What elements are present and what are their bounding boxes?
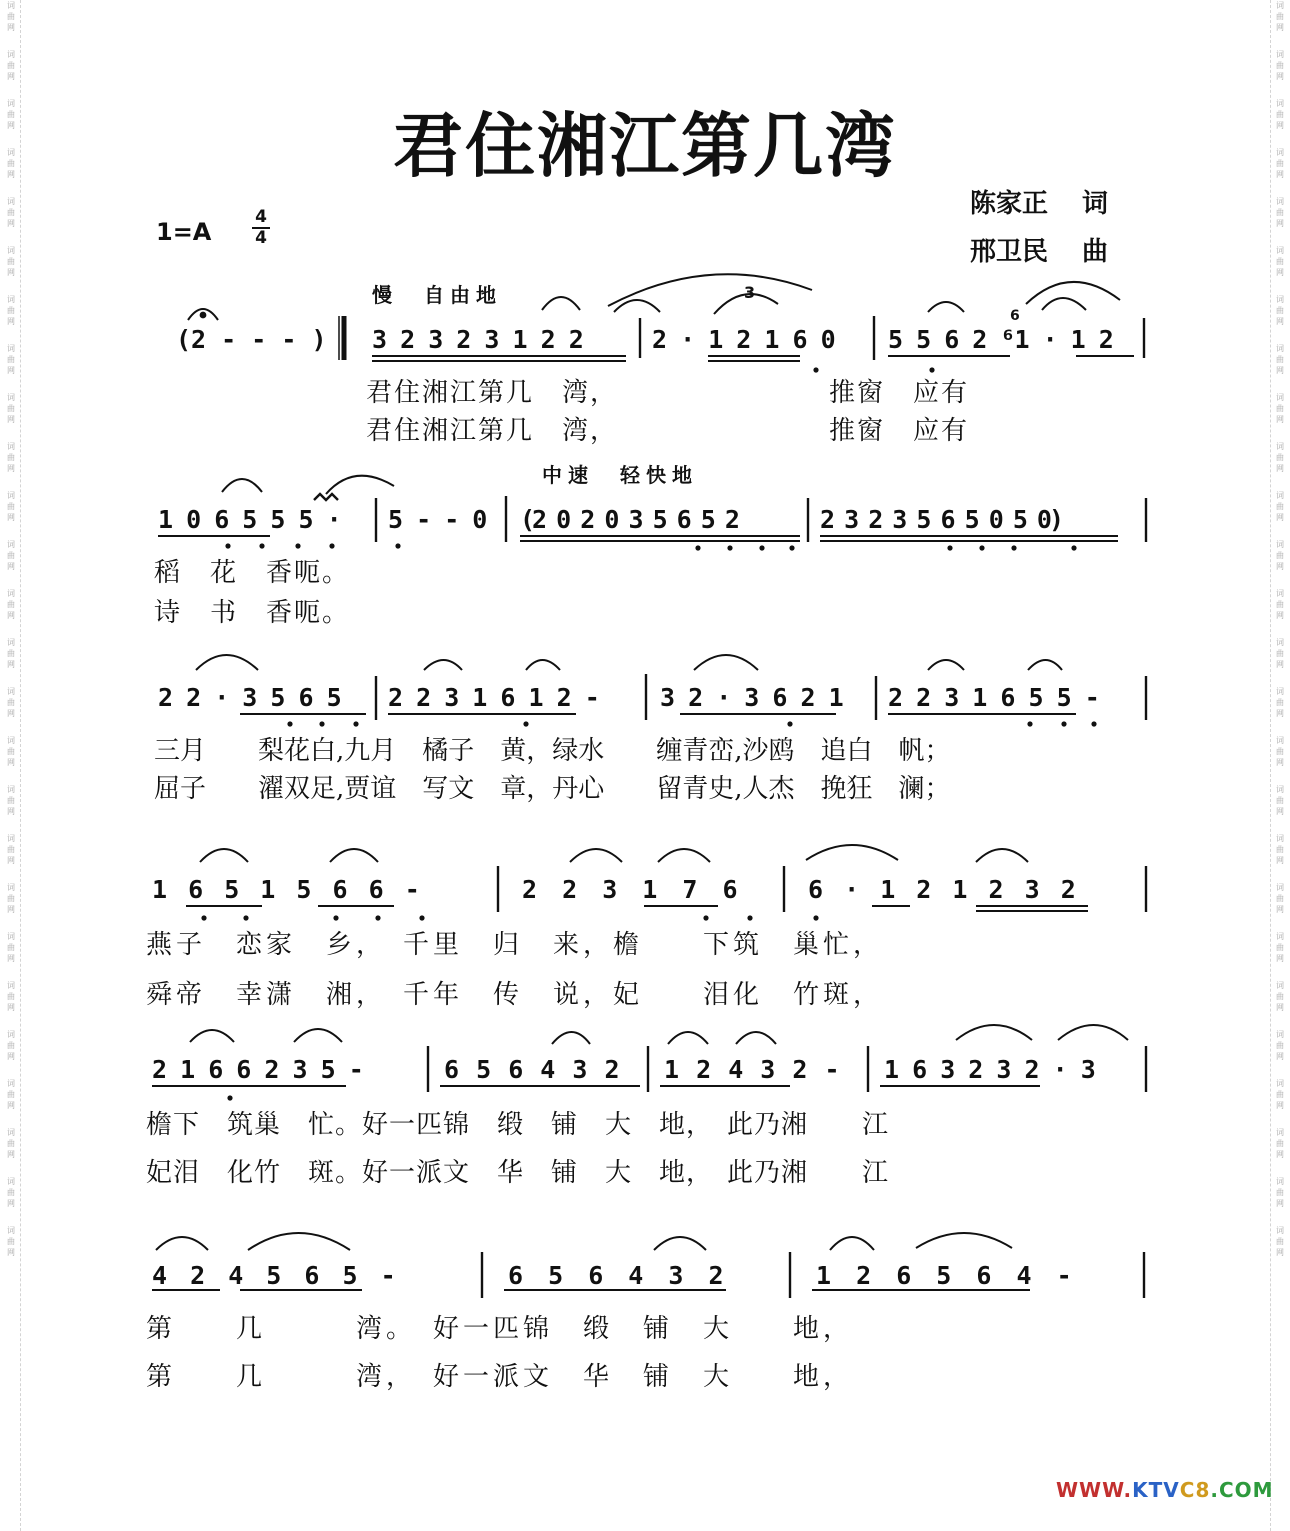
watermark-char: 网 xyxy=(1276,219,1284,228)
watermark-char: 网 xyxy=(1276,121,1284,130)
watermark-char: 网 xyxy=(7,611,15,620)
lyric-line: 舜帝 幸潇 湘， 千年 传 说，妃 泪化 竹斑， xyxy=(146,980,884,1010)
lyric-line: 君住湘江第几 湾， 推窗 应有 xyxy=(366,416,970,446)
watermark-char: 词 xyxy=(1276,638,1284,647)
measure: 6 5 6 4 3 2 xyxy=(444,1055,620,1084)
watermark-char: 曲 xyxy=(7,600,15,609)
watermark-char: 词 xyxy=(1276,99,1284,108)
watermark-char: 词 xyxy=(7,687,15,696)
watermark-char: 曲 xyxy=(1276,159,1284,168)
watermark-char: 网 xyxy=(1276,954,1284,963)
watermark-char: 词 xyxy=(1276,442,1284,451)
watermark-char: 网 xyxy=(7,513,15,522)
measure: 6 5 6 4 3 2 xyxy=(508,1261,724,1290)
watermark-char: 曲 xyxy=(7,1237,15,1246)
key-signature: 1=A xyxy=(156,218,212,246)
watermark-char: 词 xyxy=(7,1128,15,1137)
measure: 2 2 · 3 5 6 5 xyxy=(158,683,341,712)
watermark-char: 网 xyxy=(7,660,15,669)
watermark-char: 曲 xyxy=(7,257,15,266)
watermark-char: 词 xyxy=(7,491,15,500)
watermark-char: 曲 xyxy=(1276,845,1284,854)
watermark-char: 网 xyxy=(1276,758,1284,767)
watermark-char: 词 xyxy=(7,785,15,794)
watermark-char: 词 xyxy=(7,246,15,255)
watermark-char: 网 xyxy=(7,317,15,326)
watermark-char: 网 xyxy=(1276,415,1284,424)
watermark-char: 曲 xyxy=(7,1090,15,1099)
lyric-line: 稻 花 香呃。 xyxy=(154,558,351,588)
watermark-char: 网 xyxy=(7,856,15,865)
watermark-char: 词 xyxy=(1276,1128,1284,1137)
measure: (2 0 2 0 3 5 6 5 2 xyxy=(520,505,737,534)
watermark-char: 网 xyxy=(7,807,15,816)
watermark-char: 词 xyxy=(7,589,15,598)
lyric-line: 君住湘江第几 湾， 推窗 应有 xyxy=(366,378,970,408)
svg-text:6: 6 xyxy=(1010,308,1020,324)
measure: 2 · 1 2 1 6 0 xyxy=(652,325,835,354)
watermark-char: 曲 xyxy=(7,306,15,315)
watermark-char: 网 xyxy=(1276,1199,1284,1208)
watermark-char: 曲 xyxy=(7,845,15,854)
watermark-char: 网 xyxy=(7,562,15,571)
watermark-char: 词 xyxy=(7,50,15,59)
watermark-char: 词 xyxy=(1276,834,1284,843)
watermark-char: 曲 xyxy=(7,1139,15,1148)
measure: 1 0 6 5 5 5 · xyxy=(158,505,341,534)
lyric-line: 妃泪 化竹 斑。好一派文 华 铺 大 地， 此乃湘 江 xyxy=(146,1158,890,1188)
lyricist-name: 陈家正 xyxy=(970,189,1049,219)
watermark-char: 曲 xyxy=(1276,404,1284,413)
watermark-char: 曲 xyxy=(1276,649,1284,658)
watermark-char: 网 xyxy=(1276,72,1284,81)
watermark-char: 网 xyxy=(1276,1003,1284,1012)
watermark-char: 曲 xyxy=(1276,306,1284,315)
watermark-char: 曲 xyxy=(1276,698,1284,707)
measure: 2 2 3 1 6 1 2 - xyxy=(388,683,599,712)
watermark-char: 曲 xyxy=(1276,1237,1284,1246)
watermark-char: 网 xyxy=(7,219,15,228)
composer-role: 曲 xyxy=(1082,237,1109,267)
watermark-char: 曲 xyxy=(7,796,15,805)
measure: 1 2 6 5 6 4 - xyxy=(816,1261,1072,1290)
watermark-char: 词 xyxy=(1276,932,1284,941)
site-logo xyxy=(1056,1478,1274,1502)
watermark-char: 词 xyxy=(1276,295,1284,304)
watermark-char: 曲 xyxy=(7,992,15,1001)
watermark-char: 网 xyxy=(7,758,15,767)
measure: 3 2 3 2 3 1 2 2 xyxy=(372,325,583,354)
watermark-char: 曲 xyxy=(7,355,15,364)
watermark-char: 词 xyxy=(1276,540,1284,549)
watermark-char: 词 xyxy=(1276,344,1284,353)
watermark-char: 曲 xyxy=(7,208,15,217)
watermark-char: 词 xyxy=(7,1079,15,1088)
tempo-marking-moderate: 中速 轻快地 xyxy=(542,463,698,487)
watermark-char: 词 xyxy=(1276,785,1284,794)
watermark-char: 网 xyxy=(1276,562,1284,571)
watermark-char: 词 xyxy=(7,834,15,843)
watermark-char: 词 xyxy=(7,736,15,745)
lyric-line: 燕子 恋家 乡， 千里 归 来，檐 下筑 巢忙， xyxy=(146,930,884,960)
watermark-char: 词 xyxy=(1276,246,1284,255)
watermark-char: 曲 xyxy=(7,12,15,21)
watermark-char: 词 xyxy=(7,393,15,402)
measure: 6 · 1 2 1 2 3 2 xyxy=(808,875,1076,904)
watermark-char: 词 xyxy=(1276,1226,1284,1235)
watermark-char: 网 xyxy=(7,464,15,473)
watermark-char: 词 xyxy=(1276,1177,1284,1186)
watermark-char: 网 xyxy=(1276,1101,1284,1110)
watermark-char: 词 xyxy=(7,197,15,206)
watermark-char: 网 xyxy=(7,1052,15,1061)
watermark-char: 曲 xyxy=(7,1041,15,1050)
lyricist-role: 词 xyxy=(1082,189,1109,219)
watermark-char: 曲 xyxy=(1276,208,1284,217)
watermark-char: 网 xyxy=(7,1101,15,1110)
watermark-char: 曲 xyxy=(1276,1041,1284,1050)
watermark-char: 词 xyxy=(7,1,15,10)
site-logo-com: .COM xyxy=(1210,1478,1274,1502)
lyric-line: 第 几 湾， 好一派文 华 铺 大 地， xyxy=(146,1362,854,1392)
tempo-marking-slow: 慢 自由地 xyxy=(372,283,502,307)
watermark-char: 曲 xyxy=(7,502,15,511)
watermark-char: 词 xyxy=(1276,148,1284,157)
watermark-char: 网 xyxy=(1276,709,1284,718)
watermark-char: 词 xyxy=(1276,50,1284,59)
watermark-char: 词 xyxy=(7,1226,15,1235)
measure-intro: (2 - - - ) xyxy=(176,325,327,354)
watermark-char: 网 xyxy=(7,72,15,81)
watermark-char: 曲 xyxy=(7,551,15,560)
watermark-char: 网 xyxy=(1276,905,1284,914)
watermark-char: 网 xyxy=(7,905,15,914)
measure: 4 2 4 5 6 5 - xyxy=(152,1261,396,1290)
measure: 2 2 3 1 6 5 5 - xyxy=(888,683,1099,712)
watermark-char: 网 xyxy=(7,415,15,424)
watermark-char: 词 xyxy=(7,99,15,108)
watermark-char: 词 xyxy=(1276,883,1284,892)
lyric-line: 第 几 湾。 好一匹锦 缎 铺 大 地， xyxy=(146,1314,854,1344)
watermark-char: 词 xyxy=(7,981,15,990)
watermark-char: 网 xyxy=(1276,464,1284,473)
lyric-line: 诗 书 香呃。 xyxy=(154,598,351,628)
site-logo-c8: C8 xyxy=(1179,1478,1211,1502)
watermark-char: 网 xyxy=(7,366,15,375)
watermark-char: 曲 xyxy=(7,453,15,462)
watermark-char: 词 xyxy=(7,442,15,451)
watermark-char: 网 xyxy=(1276,660,1284,669)
watermark-char: 词 xyxy=(7,344,15,353)
svg-text:3: 3 xyxy=(744,283,756,302)
measure: 2 2 3 1 7 6 xyxy=(522,875,738,904)
watermark-char: 词 xyxy=(7,148,15,157)
watermark-char: 词 xyxy=(1276,491,1284,500)
watermark-char: 曲 xyxy=(1276,943,1284,952)
watermark-char: 曲 xyxy=(7,110,15,119)
watermark-char: 网 xyxy=(7,954,15,963)
watermark-char: 曲 xyxy=(1276,796,1284,805)
watermark-char: 网 xyxy=(1276,317,1284,326)
watermark-char: 曲 xyxy=(1276,61,1284,70)
watermark-char: 曲 xyxy=(1276,551,1284,560)
watermark-char: 曲 xyxy=(7,747,15,756)
measure: 1 2 4 3 2 - xyxy=(664,1055,840,1084)
watermark-char: 网 xyxy=(7,709,15,718)
watermark-char: 网 xyxy=(1276,1150,1284,1159)
watermark-char: 网 xyxy=(7,1003,15,1012)
measure: 1 6 3 2 3 2 · 3 xyxy=(884,1055,1095,1084)
watermark-char: 词 xyxy=(1276,1030,1284,1039)
watermark-char: 词 xyxy=(1276,981,1284,990)
watermark-char: 词 xyxy=(1276,393,1284,402)
watermark-char: 网 xyxy=(1276,513,1284,522)
watermark-char: 曲 xyxy=(7,61,15,70)
watermark-char: 词 xyxy=(7,1177,15,1186)
watermark-char: 曲 xyxy=(7,404,15,413)
watermark-char: 网 xyxy=(1276,366,1284,375)
watermark-char: 词 xyxy=(7,295,15,304)
watermark-char: 曲 xyxy=(7,1188,15,1197)
watermark-char: 词 xyxy=(1276,589,1284,598)
watermark-char: 曲 xyxy=(1276,453,1284,462)
measure: 2 3 2 3 5 6 5 0 5 0) xyxy=(820,505,1062,534)
watermark-char: 曲 xyxy=(7,943,15,952)
lyric-line: 屈子 濯双足,贾谊 写文 章，丹心 留青史,人杰 挽狂 澜； xyxy=(154,774,951,804)
watermark-char: 网 xyxy=(7,23,15,32)
watermark-char: 网 xyxy=(7,1199,15,1208)
watermark-char: 曲 xyxy=(1276,747,1284,756)
watermark-char: 网 xyxy=(7,1150,15,1159)
watermark-char: 曲 xyxy=(1276,1090,1284,1099)
watermark-char: 词 xyxy=(1276,736,1284,745)
lyric-line: 檐下 筑巢 忙。好一匹锦 缎 铺 大 地， 此乃湘 江 xyxy=(146,1110,890,1140)
watermark-char: 词 xyxy=(1276,197,1284,206)
watermark-char: 词 xyxy=(7,1030,15,1039)
measure: 5 - - 0 xyxy=(388,505,487,534)
site-logo-www: WWW. xyxy=(1056,1478,1133,1502)
watermark-char: 网 xyxy=(1276,268,1284,277)
watermark-char: 网 xyxy=(1276,1052,1284,1061)
watermark-char: 曲 xyxy=(1276,257,1284,266)
watermark-char: 词 xyxy=(1276,1079,1284,1088)
time-signature-bottom: 4 xyxy=(255,228,267,248)
watermark-char: 网 xyxy=(1276,1248,1284,1257)
watermark-char: 网 xyxy=(7,1248,15,1257)
composer-name: 邢卫民 xyxy=(970,237,1049,267)
watermark-char: 曲 xyxy=(1276,1188,1284,1197)
watermark-char: 词 xyxy=(7,932,15,941)
measure: 1 6 5 1 5 6 6 - xyxy=(152,875,420,904)
watermark-char: 曲 xyxy=(1276,1139,1284,1148)
measure: 3 2 · 3 6 2 1 xyxy=(660,683,843,712)
watermark-char: 曲 xyxy=(1276,502,1284,511)
watermark-char: 网 xyxy=(1276,170,1284,179)
watermark-char: 曲 xyxy=(1276,894,1284,903)
watermark-char: 词 xyxy=(7,638,15,647)
watermark-char: 网 xyxy=(1276,856,1284,865)
lyric-line: 三月 梨花白,九月 橘子 黄，绿水 缠青峦,沙鸥 追白 帆； xyxy=(154,736,951,766)
watermark-char: 网 xyxy=(1276,807,1284,816)
watermark-char: 曲 xyxy=(7,698,15,707)
watermark-char: 曲 xyxy=(7,894,15,903)
watermark-char: 网 xyxy=(7,170,15,179)
watermark-char: 曲 xyxy=(1276,12,1284,21)
measure: 2 1 6 6 2 3 5 - xyxy=(152,1055,363,1084)
watermark-char: 词 xyxy=(7,883,15,892)
watermark-char: 曲 xyxy=(1276,992,1284,1001)
watermark-char: 曲 xyxy=(1276,110,1284,119)
song-title: 君住湘江第几湾 xyxy=(393,105,897,187)
watermark-char: 曲 xyxy=(1276,355,1284,364)
watermark-char: 网 xyxy=(7,268,15,277)
measure: 5 5 6 2 ⁶1 · 1 2 xyxy=(888,325,1113,354)
watermark-char: 网 xyxy=(1276,611,1284,620)
time-signature-top: 4 xyxy=(255,207,267,227)
watermark-char: 曲 xyxy=(7,649,15,658)
watermark-char: 网 xyxy=(1276,23,1284,32)
watermark-char: 词 xyxy=(1276,687,1284,696)
watermark-char: 词 xyxy=(1276,1,1284,10)
site-logo-ktv: KTV xyxy=(1132,1478,1180,1502)
watermark-char: 词 xyxy=(7,540,15,549)
watermark-char: 网 xyxy=(7,121,15,130)
watermark-char: 曲 xyxy=(1276,600,1284,609)
watermark-char: 曲 xyxy=(7,159,15,168)
